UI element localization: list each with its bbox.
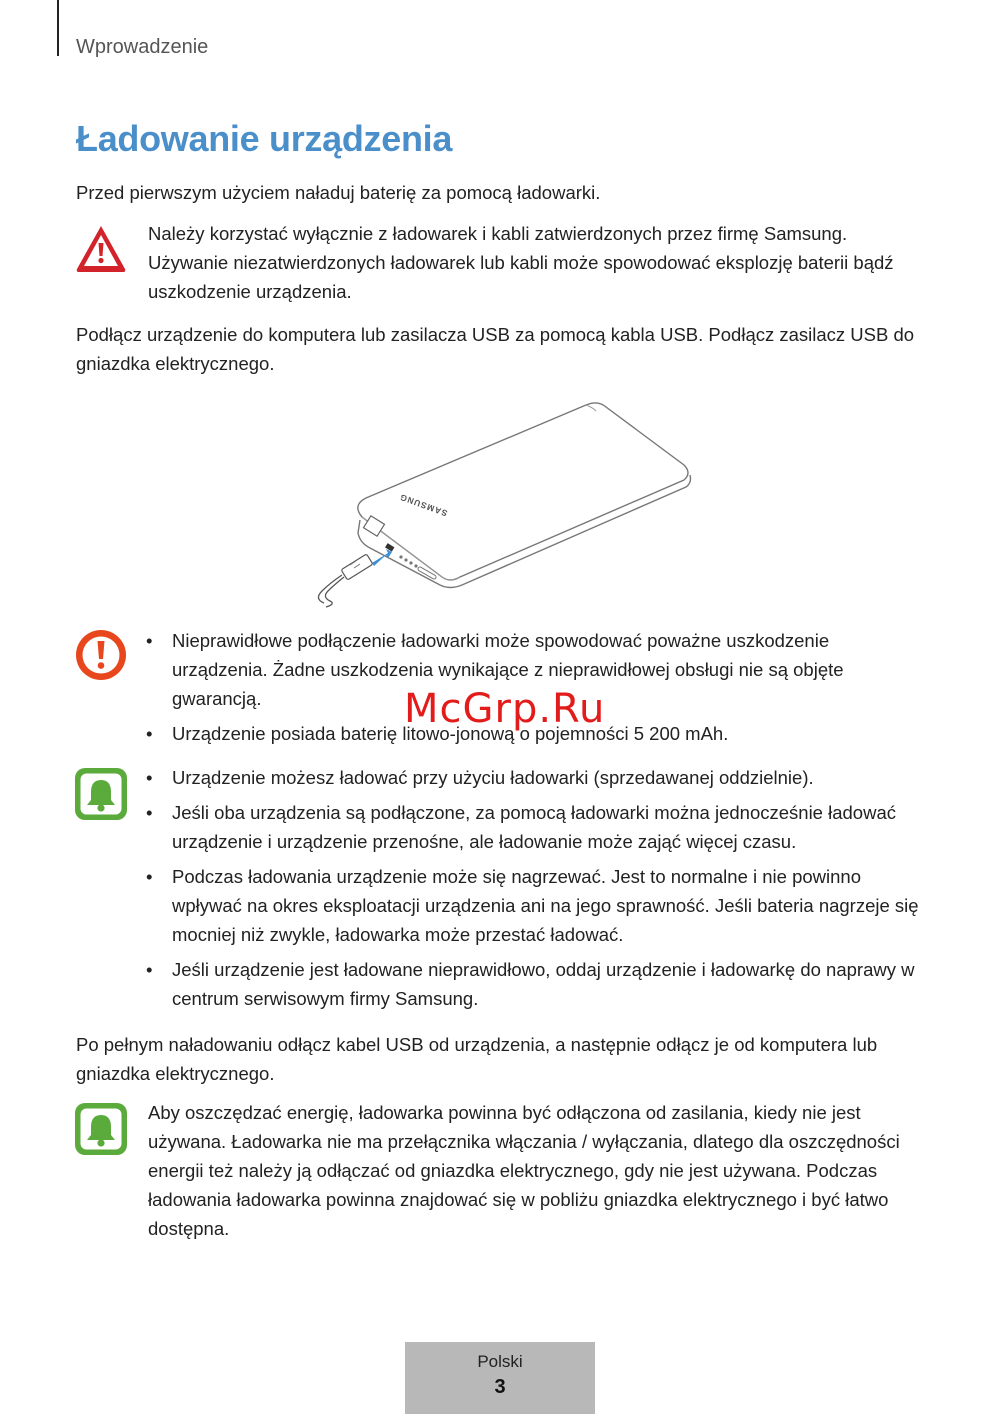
caution-bullet-text: Urządzenie posiada baterię litowo-jonową o pojemności 5 200 mAh. xyxy=(172,723,729,744)
disconnect-text: Po pełnym naładowaniu odłącz kabel USB od urządzenia, a następnie odłącz je od komputera lub gniazdka elektrycznego. xyxy=(76,1034,878,1084)
bullet: • xyxy=(146,723,153,744)
notice-bullet-text: Podczas ładowania urządzenie może się nagrzewać. Jest to normalne i nie powinno wpływać na okres eksploatacji urządzenia ani na jego sprawność. Jeśli bateria nagrzeje się mocniej niż zwykle, ładowarka może przestać ładować. xyxy=(172,866,919,945)
watermark: McGrp.Ru xyxy=(404,686,606,732)
list-item xyxy=(146,955,926,1013)
notice-bullet-text: Jeśli oba urządzenia są podłączone, za pomocą ładowarki można jednocześnie ładować urządzenie i urządzenie przenośne, ale ładowanie może zająć więcej czasu. xyxy=(172,802,896,852)
bullet: • xyxy=(146,802,153,823)
page-footer xyxy=(405,1342,595,1414)
page-title: Ładowanie urządzenia xyxy=(76,118,453,159)
caution-bullet-text: Nieprawidłowe podłączenie ładowarki może spowodować poważne uszkodzenie urządzenia. Żadne uszkodzenia wynikające z nieprawidłowej obsługi nie są objęte gwarancją. xyxy=(172,630,844,709)
notice-bullet-text: Jeśli urządzenie jest ładowane nieprawidłowo, oddaj urządzenie i ładowarkę do naprawy w centrum serwisowym firmy Samsung. xyxy=(172,959,915,1009)
notice-bullet-text: Urządzenie możesz ładować przy użyciu ładowarki (sprzedawanej oddzielnie). xyxy=(172,767,814,788)
illustration-brand: SAMSUNG xyxy=(397,491,449,519)
header-rule xyxy=(57,0,59,56)
warning-triangle-icon xyxy=(74,222,128,276)
connect-text: Podłącz urządzenie do komputera lub zasilacza USB za pomocą kabla USB. Podłącz zasilacz USB do gniazdka elektrycznego. xyxy=(76,324,915,374)
list-item xyxy=(146,798,926,856)
caution-exclamation-icon xyxy=(74,628,128,682)
bullet: • xyxy=(146,959,153,980)
energy-note-text: Aby oszczędzać energię, ładowarka powinna być odłączona od zasilania, kiedy nie jest używana. Ładowarka nie ma przełącznika włączania / wyłączania, dlatego dla oszczędności energii też należy ją odłączać od gniazdka elektrycznego, gdy nie jest używana. Podczas ładowania ładowarka powinna znajdować się w pobliżu gniazdka elektrycznego i być łatwo dostępna. xyxy=(148,1102,900,1239)
bullet: • xyxy=(146,866,153,887)
section-header: Wprowadzenie xyxy=(76,36,209,58)
bell-notice-icon xyxy=(74,767,128,821)
list-item xyxy=(146,862,926,949)
footer-language: Polski xyxy=(477,1352,523,1371)
bullet: • xyxy=(146,630,153,651)
bell-notice-icon xyxy=(74,1102,128,1156)
bullet: • xyxy=(146,767,153,788)
notice-list xyxy=(146,763,926,1019)
power-bank-usb-illustration xyxy=(300,395,700,610)
intro-text: Przed pierwszym użyciem naładuj baterię za pomocą ładowarki. xyxy=(76,182,601,203)
warning-text: Należy korzystać wyłącznie z ładowarek i kabli zatwierdzonych przez firmę Samsung. Używanie niezatwierdzonych ładowarek lub kabli może spowodować eksplozję baterii bądź uszkodzenie urządzenia. xyxy=(148,223,894,302)
list-item xyxy=(146,763,926,792)
page-number: 3 xyxy=(494,1376,506,1398)
